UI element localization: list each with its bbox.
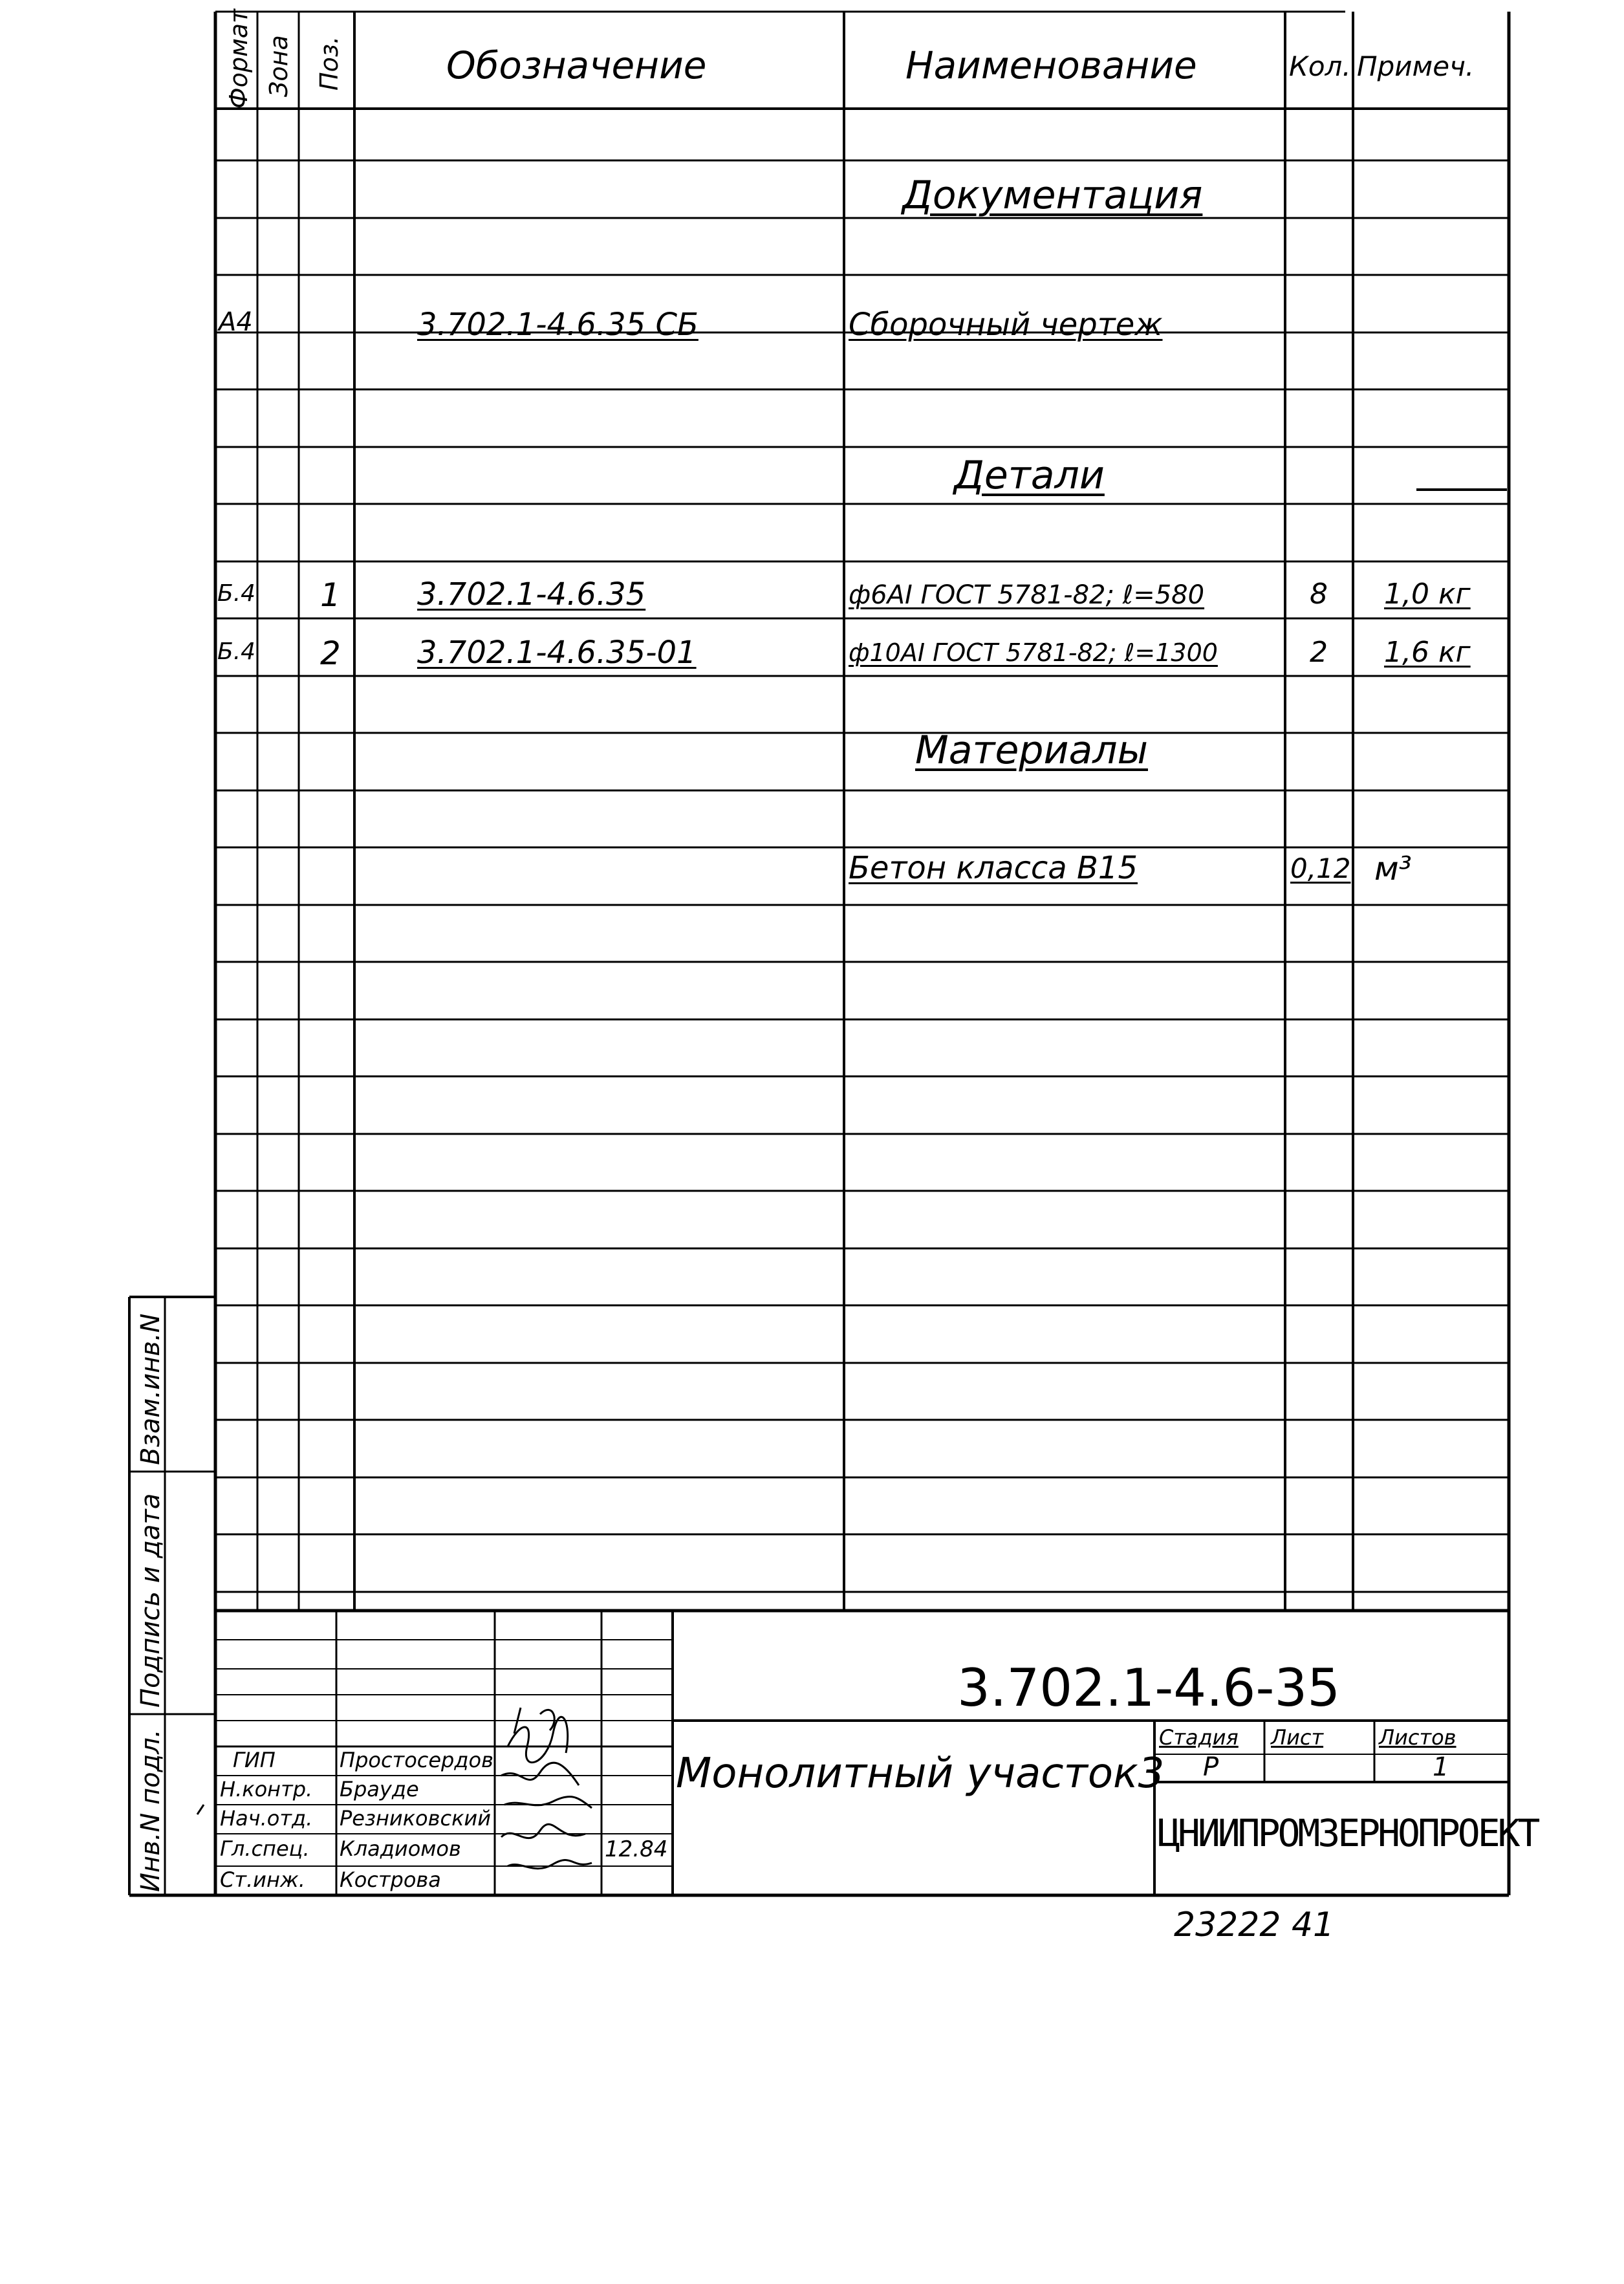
header-qty: Кол. — [1289, 50, 1351, 82]
organization: ЦНИИПРОМЗЕРНОПРОЕКТ — [1158, 1811, 1538, 1855]
section-details: Детали — [954, 453, 1105, 498]
sign-name-1: Брауде — [340, 1777, 419, 1801]
row-detail1-name: ф6АI ГОСТ 5781-82; ℓ=580 — [849, 580, 1205, 610]
header-zone: Зона — [265, 35, 293, 97]
row-detail2-note: 1,6 кг — [1384, 636, 1471, 669]
row-detail1-qty: 8 — [1310, 578, 1328, 611]
stage-value: Р — [1203, 1752, 1219, 1782]
sign-role-2: Нач.отд. — [220, 1806, 313, 1831]
handwritten-signatures — [495, 1695, 605, 1895]
sign-role-4: Ст.инж. — [220, 1867, 305, 1892]
sign-role-1: Н.контр. — [220, 1777, 313, 1801]
header-format: Формат — [224, 8, 253, 109]
doc-title: Монолитный участок3 — [676, 1750, 1165, 1798]
header-pos: Поз. — [315, 36, 343, 91]
section-materials: Материалы — [915, 728, 1148, 773]
row-detail1-designation: 3.702.1-4.6.35 — [417, 576, 646, 613]
sheets-label: Листов — [1379, 1725, 1456, 1750]
row-detail1-pos: 1 — [320, 576, 341, 614]
row-detail1-format: Б.4 — [217, 580, 256, 607]
sign-date: 12.84 — [605, 1836, 668, 1862]
row-detail2-designation: 3.702.1-4.6.35-01 — [417, 635, 697, 671]
sign-role-0: ГИП — [233, 1748, 276, 1772]
row-detail1-note: 1,0 кг — [1384, 578, 1471, 611]
sheets-value: 1 — [1433, 1752, 1449, 1782]
row-material1-name: Бетон класса В15 — [849, 850, 1138, 886]
row-doc-name: Сборочный чертеж — [849, 307, 1163, 343]
row-material1-qty: 0,12 — [1290, 853, 1351, 884]
side-inv-orig: Инв.N подл. — [136, 1729, 166, 1892]
row-detail2-format: Б.4 — [217, 638, 256, 665]
side-inv-subst: Взам.инв.N — [136, 1313, 166, 1465]
details-dash — [1416, 488, 1507, 491]
sign-name-2: Резниковский — [340, 1806, 491, 1831]
sign-name-3: Кладиомов — [340, 1836, 461, 1861]
header-designation: Обозначение — [446, 43, 707, 87]
row-detail2-pos: 2 — [320, 635, 341, 672]
row-doc-format: А4 — [219, 307, 253, 337]
sheet-label: Лист — [1271, 1725, 1324, 1750]
row-doc-designation: 3.702.1-4.6.35 СБ — [417, 307, 698, 343]
doc-code: 3.702.1-4.6-35 — [957, 1658, 1341, 1718]
section-documentation: Документация — [902, 173, 1203, 218]
sign-name-4: Кострова — [340, 1867, 441, 1892]
sign-name-0: Простосердов — [340, 1748, 493, 1772]
row-detail2-qty: 2 — [1310, 636, 1328, 669]
sign-role-3: Гл.спец. — [220, 1836, 310, 1861]
row-detail2-name: ф10АI ГОСТ 5781-82; ℓ=1300 — [849, 638, 1218, 667]
header-note: Примеч. — [1357, 50, 1475, 82]
side-sign-date: Подпись и дата — [136, 1493, 166, 1708]
archive-stamp: 23222 41 — [1174, 1906, 1335, 1944]
stage-label: Стадия — [1159, 1725, 1239, 1750]
row-material1-note: м³ — [1374, 850, 1412, 887]
header-name: Наименование — [905, 43, 1197, 87]
